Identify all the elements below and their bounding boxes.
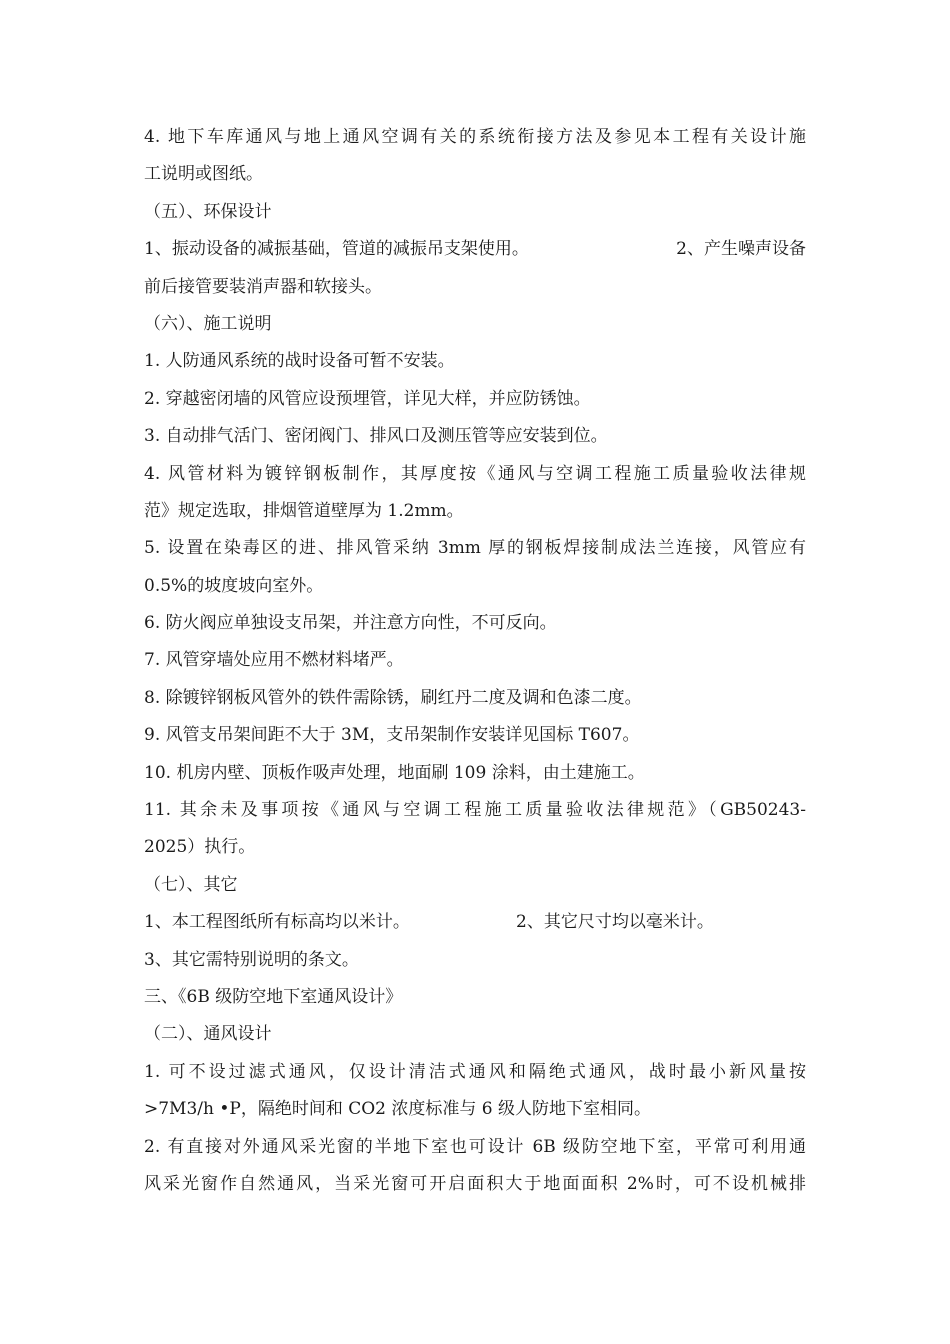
paragraph-line-two-items xyxy=(144,904,806,941)
paragraph-line-two-items xyxy=(144,231,806,268)
list-item: 4. 风管材料为镀锌钢板制作，其厚度按《通风与空调工程施工质量验收法律规 xyxy=(144,463,806,484)
list-item: 3. 自动排气活门、密闭阀门、排风口及测压管等应安装到位。 xyxy=(144,426,608,447)
paragraph-line: 前后接管要装消声器和软接头。 xyxy=(144,276,382,297)
paragraph-line: 工说明或图纸。 xyxy=(144,164,263,185)
document-body xyxy=(144,119,806,1203)
paragraph-line: 2025）执行。 xyxy=(144,837,256,858)
list-item: 1. 可不设过滤式通风，仅设计清洁式通风和隔绝式通风，战时最小新风量按 xyxy=(144,1061,806,1082)
paragraph-line: >7M3/h •P，隔绝时间和 CO2 浓度标准与 6 级人防地下室相同。 xyxy=(144,1099,652,1120)
list-item: 8. 除镀锌钢板风管外的铁件需除锈，刷红丹二度及调和色漆二度。 xyxy=(144,687,642,708)
section-heading: （二）、通风设计 xyxy=(144,1024,272,1045)
paragraph-line: 0.5%的坡度坡向室外。 xyxy=(144,575,324,596)
chapter-heading: 三、《6B 级防空地下室通风设计》 xyxy=(144,986,403,1007)
list-item: 1. 人防通风系统的战时设备可暂不安装。 xyxy=(144,351,455,372)
section-heading: （五）、环保设计 xyxy=(144,201,272,222)
list-item: 5. 设置在染毒区的进、排风管采纳 3mm 厚的钢板焊接制成法兰连接，风管应有 xyxy=(144,538,806,559)
list-item: 9. 风管支吊架间距不大于 3M，支吊架制作安装详见国标 T607。 xyxy=(144,725,640,746)
paragraph-line: 4. 地下车库通风与地上通风空调有关的系统衔接方法及参见本工程有关设计施 xyxy=(144,127,806,147)
section-heading: （七）、其它 xyxy=(144,874,238,895)
list-item: 1、本工程图纸所有标高均以米计。 xyxy=(144,912,410,933)
list-item: 2. 有直接对外通风采光窗的半地下室也可设计 6B 级防空地下室，平常可利用通 xyxy=(144,1136,806,1157)
list-item: 3、其它需特别说明的条文。 xyxy=(144,949,359,970)
list-item: 2. 穿越密闭墙的风管应设预埋管，详见大样，并应防锈蚀。 xyxy=(144,388,591,409)
list-item: 6. 防火阀应单独设支吊架，并注意方向性，不可反向。 xyxy=(144,613,557,634)
section-heading: （六）、施工说明 xyxy=(144,313,272,334)
list-item: 1、振动设备的减振基础，管道的减振吊支架使用。 xyxy=(144,239,529,260)
list-item: 10. 机房内壁、顶板作吸声处理，地面刷 109 涂料，由土建施工。 xyxy=(144,762,645,783)
paragraph-line: 风采光窗作自然通风，当采光窗可开启面积大于地面面积 2%时，可不设机械排 xyxy=(144,1173,806,1194)
paragraph-line: 范》规定选取，排烟管道壁厚为 1.2mm。 xyxy=(144,500,464,521)
list-item: 2、其它尺寸均以毫米计。 xyxy=(516,912,714,933)
list-item: 11. 其余未及事项按《通风与空调工程施工质量验收法律规范》（GB50243- xyxy=(144,800,806,821)
list-item: 7. 风管穿墙处应用不燃材料堵严。 xyxy=(144,650,404,671)
list-item: 2、产生噪声设备 xyxy=(676,239,806,260)
